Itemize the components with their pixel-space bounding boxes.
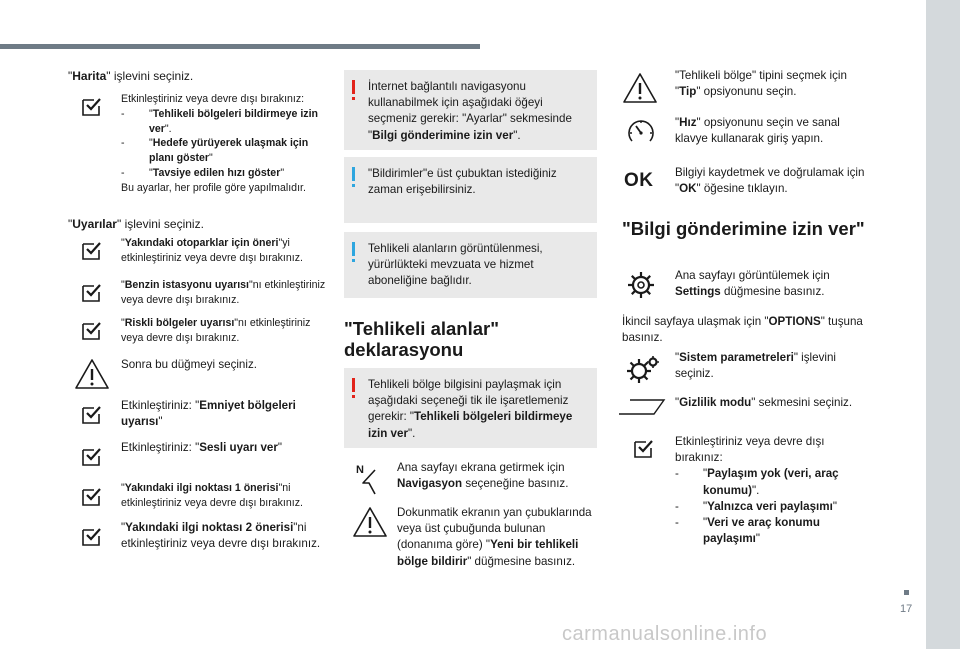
harita-options (121, 92, 333, 196)
speed-row: "Hız" opsiyonunu seçin ve sanal klavye kullanarak giriş yapın. (675, 116, 840, 146)
page-number: 17 (900, 603, 913, 615)
second-page-text: İkincil sayfaya ulaşmak için "OPTIONS" tuşuna basınız. (622, 315, 863, 345)
parking-row: "Yakındaki otoparklar için öneri"yi etkinleştiriniz veya devre dışı bırakınız. (121, 237, 303, 264)
checkbox-icon (82, 282, 102, 302)
settings-row: Ana sayfayı görüntülemek için Settings düğmesine basınız. (675, 269, 830, 299)
speedometer-icon (626, 117, 656, 147)
privacy-options (675, 434, 855, 548)
checkbox-icon (82, 404, 102, 424)
settings-icon (626, 270, 656, 300)
harita-options-intro: Etkinleştiriniz veya devre dışı bırakınız: (121, 93, 305, 105)
side-tab (926, 0, 960, 649)
warning-icon (74, 358, 110, 390)
watermark: carmanualsonline.info (562, 623, 768, 645)
checkbox-icon (82, 446, 102, 466)
svg-text:N: N (356, 464, 364, 476)
section-heading-send-info: "Bilgi gönderimine izin ver" (622, 218, 865, 239)
note-internet: İnternet bağlantılı navigasyonu kullanabilmek için aşağıdaki öğeyi seçmeniz gerekir: "Ayarlar" sekmesinde "Bilgi gönderimine izin ver". (344, 70, 597, 150)
header-rule (0, 44, 480, 49)
checkbox-icon (82, 526, 102, 546)
sound-alert-row: Etkinleştiriniz: "Sesli uyarı ver" (121, 441, 282, 454)
note-notifications: "Bildirimler"e üst çubuktan istediğiniz zaman erişebilirsiniz. (344, 157, 597, 223)
harita-options-foot: Bu ayarlar, her profile göre yapılmalıdır. (121, 181, 306, 194)
checkbox-icon (82, 320, 102, 340)
info-icon (352, 167, 355, 181)
checkbox-icon (634, 438, 654, 458)
privacy-options-intro: Etkinleştiriniz veya devre dışı bırakınız: (675, 435, 825, 465)
type-row: "Tehlikeli bölge" tipini seçmek için "Tip" opsiyonunu seçin. (675, 69, 847, 99)
list-item: - "Yalnızca veri paylaşımı" (675, 499, 855, 515)
page-marker (904, 590, 909, 595)
warning-icon (352, 506, 388, 538)
checkbox-icon (82, 96, 102, 116)
poi2-row: "Yakındaki ilgi noktası 2 önerisi"ni etkinleştiriniz veya devre dışı bırakınız. (121, 521, 321, 551)
list-item: - "Tavsiye edilen hızı göster" (121, 166, 333, 181)
section-heading-danger-zones: "Tehlikeli alanlar" deklarasyonu (344, 318, 499, 361)
note-regulation: Tehlikeli alanların görüntülenmesi, yürürlükteki mevzuata ve hizmet aboneliğine bağlıdır. (344, 232, 597, 298)
list-item: - "Tehlikeli bölgeleri bildirmeye izin ver". (121, 107, 333, 137)
system-settings-icon (626, 355, 660, 385)
warning-row: Sonra bu düğmeyi seçiniz. (121, 358, 257, 371)
safety-zone-row: Etkinleştiriniz: "Emniyet bölgeleri uyarısı" (121, 399, 296, 429)
warning-icon (622, 72, 658, 104)
poi1-row: "Yakındaki ilgi noktası 1 önerisi"ni etkinleştiriniz veya devre dışı bırakınız. (121, 482, 303, 509)
attention-icon (352, 378, 355, 392)
new-zone-row: Dokunmatik ekranın yan çubuklarında veya üst çubuğunda bulunan (donanıma göre) "Yeni bir tehlikeli bölge bildirir" düğmesine basınız. (397, 506, 592, 568)
ok-icon: OK (624, 170, 654, 191)
note-share: Tehlikeli bölge bilgisini paylaşmak için aşağıdaki seçeneği tik ile işaretlemeniz gerekir: "Tehlikeli bölgeleri bildirmeye izin ver". (344, 368, 597, 448)
list-item: - "Veri ve araç konumu paylaşımı" (675, 515, 855, 547)
privacy-row: "Gizlilik modu" sekmesini seçiniz. (675, 396, 853, 409)
system-row: "Sistem parametreleri" işlevini seçiniz. (675, 351, 836, 381)
risk-row: "Riskli bölgeler uyarısı"nı etkinleştiriniz veya devre dışı bırakınız. (121, 317, 311, 344)
list-item: - "Paylaşım yok (veri, araç konumu)". (675, 466, 855, 498)
intro-harita: "Harita" işlevini seçiniz. (68, 69, 194, 83)
checkbox-icon (82, 486, 102, 506)
tab-icon (618, 398, 666, 416)
navigation-icon (355, 462, 381, 496)
info-icon (352, 242, 355, 256)
ok-row: Bilgiyi kaydetmek ve doğrulamak için "OK" öğesine tıklayın. (675, 166, 865, 196)
attention-icon (352, 80, 355, 94)
checkbox-icon (82, 240, 102, 260)
intro-uyarilar: "Uyarılar" işlevini seçiniz. (68, 217, 204, 231)
navigation-row: Ana sayfayı ekrana getirmek için Navigasyon seçeneğine basınız. (397, 461, 569, 491)
fuel-row: "Benzin istasyonu uyarısı"nı etkinleştiriniz veya devre dışı bırakınız. (121, 279, 326, 306)
list-item: - "Hedefe yürüyerek ulaşmak için planı göster" (121, 136, 333, 166)
